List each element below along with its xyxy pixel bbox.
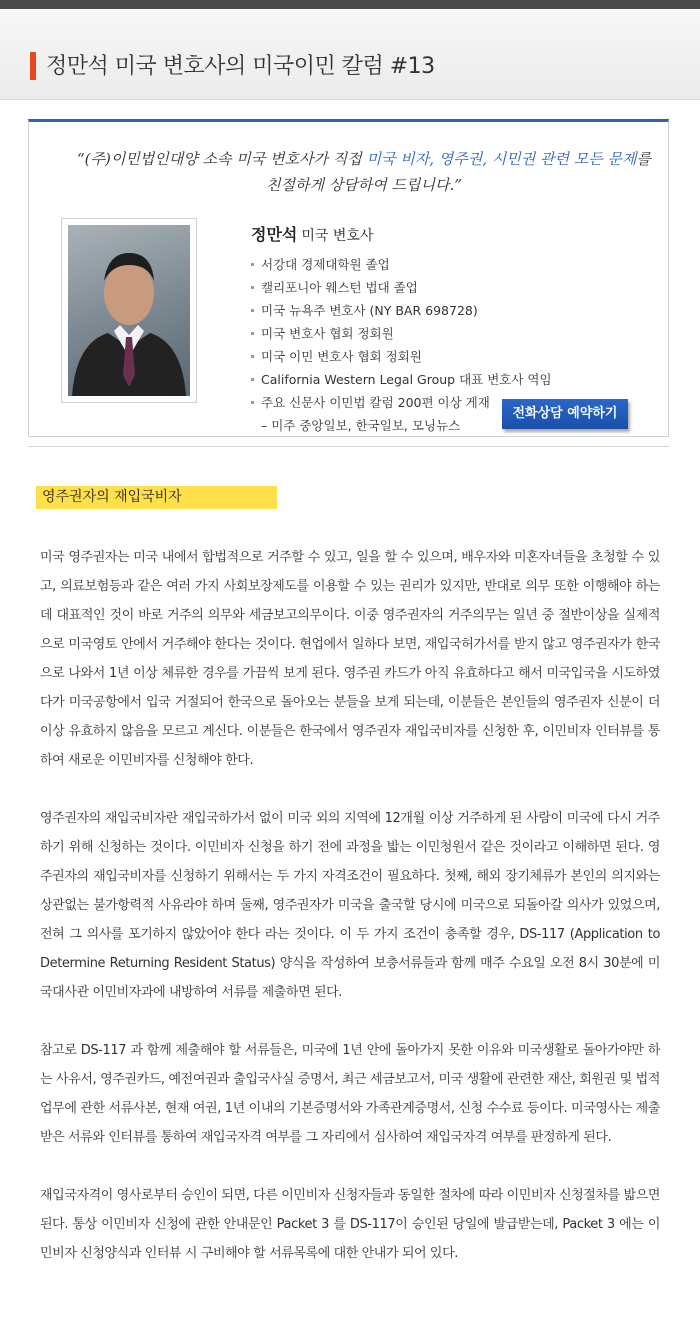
article-body xyxy=(40,543,660,1297)
portrait-illustration xyxy=(68,225,190,396)
bio-item: 주요 신문사 이민법 칼럼 200편 이상 게재 xyxy=(251,391,552,414)
bio-item: 캘리포니아 웨스턴 법대 졸업 xyxy=(251,276,552,299)
article-paragraph: 재입국자격이 영사로부터 승인이 되면, 다른 이민비자 신청자들과 동일한 절차에 따라 이민비자 신청절차를 밟으면 된다. 통상 이민비자 신청에 관한 안내문인 Packet 3 를 DS-117이 승인된 당일에 발급받는데, Packet 3 에는 이민비자 신청양식과 인터뷰 시 구비해야 할 서류목록에 대한 안내가 되어 있다. xyxy=(40,1188,660,1261)
lawyer-photo xyxy=(68,225,190,396)
title-accent-bar xyxy=(30,52,36,80)
divider xyxy=(28,446,669,447)
bio-item: California Western Legal Group 대표 변호사 역임 xyxy=(251,368,552,391)
profile-quote xyxy=(69,146,659,198)
page-header xyxy=(0,9,700,100)
lawyer-profile-card xyxy=(28,119,669,437)
page-title: 정만석 미국 변호사의 미국이민 칼럼 #13 xyxy=(46,54,435,79)
article-paragraph: 미국 영주권자는 미국 내에서 합법적으로 거주할 수 있고, 일을 할 수 있으며, 배우자와 미혼자녀들을 초청할 수 있고, 의료보험등과 같은 여러 가지 사회보장제도를 이용할 수 있는 권리가 있지만, 반대로 의무 또한 이행해야 하는데 대표적인 것이 바로 거주의 의무와 세금보고의무이다. 이중 영주권자의 거주의무는 일년 중 절반이상을 실제적으로 미국영토 안에서 거주해야 한다는 것이다. 현업에서 일하다 보면, 재입국허가서를 받지 않고 영주권자가 한국으로 나와서 1년 이상 체류한 경우를 가끔씩 보게 된다. 영주권 카드가 아직 유효하다고 해서 미국입국을 시도하였다가 미국공항에서 입국 거절되어 한국으로 돌아오는 분들을 보게 되는데, 이분들은 본인들의 영주권자 신분이 더 이상 유효하지 않음을 모르고 계신다. 이분들은 한국에서 영주권자 재입국비자를 신청한 후, 이민비자 인터뷰를 통하여 새로운 이민비자를 신청해야 한다. xyxy=(40,550,660,768)
lawyer-title: 미국 변호사 xyxy=(301,228,374,244)
bio-item: 미국 이민 변호사 협회 정회원 xyxy=(251,345,552,368)
article-paragraph: 영주권자의 재입국비자란 재입국하가서 없이 미국 외의 지역에 12개월 이상 거주하게 된 사람이 미국에 다시 거주하기 위해 신청하는 것이다. 이민비자 신청을 하기 전에 과정을 밟는 이민청원서 같은 것이라고 이해하면 된다. 영주권자의 재입국비자를 신청하기 위해서는 두 가지 자격조건이 필요하다. 첫째, 해외 장기체류가 본인의 의지와는 상관없는 불가항력적 사유라야 하며 둘째, 영주권자가 미국을 출국할 당시에 미국으로 되돌아갈 의사가 있었으며, 전혀 그 의사를 포기하지 않았어야 한다 라는 것이다. 이 두 가지 조건이 충족할 경우, DS-117 (Application to Determine Returning Resident Status) 양식을 작성하여 보충서류들과 함께 매주 수요일 오전 8시 30분에 미국대사관 이민비자과에 내방하여 서류를 제출하면 된다. xyxy=(40,811,660,1000)
article-paragraph: 참고로 DS-117 과 함께 제출해야 할 서류들은, 미국에 1년 안에 돌아가지 못한 이유와 미국생활로 돌아가야만 하는 사유서, 영주권카드, 예전여권과 출입국사실 증명서, 최근 세금보고서, 미국 생활에 관련한 재산, 회원권 및 법적 업무에 관한 서류사본, 현재 여권, 1년 이내의 기본증명서와 가족관계증명서, 신청 수수료 등이다. 미국영사는 제출 받은 서류와 인터뷰를 통하여 재입국자격 여부를 그 자리에서 심사하여 재입국자격 여부를 판정하게 된다. xyxy=(40,1043,660,1145)
section-title: 영주권자의 재입국비자 xyxy=(36,486,277,509)
quote-highlight: 미국 비자, 영주권, 시민권 관련 모든 문제 xyxy=(366,150,637,168)
bio-item: 미국 뉴욕주 변호사 (NY BAR 698728) xyxy=(251,299,552,322)
quote-text-1: “(주)이민법인대양 소속 미국 변호사가 직접 xyxy=(76,150,367,168)
lawyer-name: 정만석 미국 변호사 xyxy=(251,225,374,244)
quote-text-2: 를 친절하게 상담하여 드립니다.” xyxy=(266,150,652,194)
top-bar xyxy=(0,0,700,9)
phone-consult-button[interactable]: 전화상담 예약하기 xyxy=(502,399,628,429)
bio-item: 미국 변호사 협회 정회원 xyxy=(251,322,552,345)
bio-item: 서강대 경제대학원 졸업 xyxy=(251,253,552,276)
bio-item-sub: – 미주 중앙일보, 한국일보, 모닝뉴스 xyxy=(261,418,461,433)
lawyer-photo-frame xyxy=(61,218,197,403)
